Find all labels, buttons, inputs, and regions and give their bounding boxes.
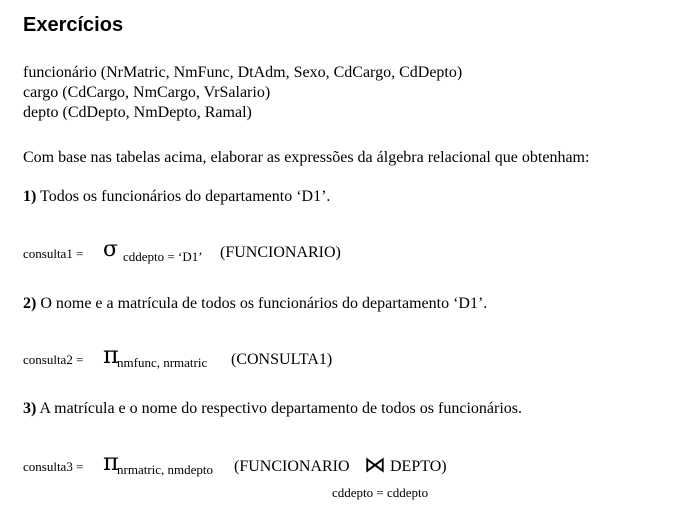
question-3 [23, 399, 522, 419]
sigma-icon: σ [103, 237, 119, 262]
instruction-text: Com base nas tabelas acima, elaborar as expressões da álgebra relacional que obtenham: [23, 149, 590, 166]
answer-lhs: consulta1 = [23, 246, 84, 261]
table-depto: depto (CdDepto, NmDepto, Ramal) [23, 104, 252, 121]
page-title: Exercícios [23, 14, 124, 36]
answer-lhs: consulta2 = [23, 352, 84, 367]
answer-argument: (FUNCIONARIO) [220, 244, 341, 261]
question-text: Todos os funcionários do departamento ‘D1’. [40, 188, 331, 205]
answer-subscript: nrmatric, nmdepto [117, 462, 214, 477]
question-text: O nome e a matrícula de todos os funcionários do departamento ‘D1’. [40, 295, 488, 312]
join-icon: ⋈ [364, 453, 386, 478]
answer-argument-left: (FUNCIONARIO [234, 458, 350, 475]
question-number: 3) [23, 400, 37, 417]
table-cargo: cargo (CdCargo, NmCargo, VrSalario) [23, 84, 271, 101]
question-2 [23, 294, 487, 314]
answer-lhs: consulta3 = [23, 459, 84, 474]
question-1 [23, 187, 330, 207]
answer-subscript: nmfunc, nrmatric [117, 355, 208, 370]
answer-3 [23, 448, 473, 505]
question-number: 1) [23, 188, 37, 205]
question-text: A matrícula e o nome do respectivo departamento de todos os funcionários. [39, 400, 522, 417]
pi-icon: π [103, 448, 119, 476]
answer-subscript: cddepto = ‘D1’ [123, 249, 203, 264]
answer-argument: (CONSULTA1) [231, 351, 333, 368]
table-funcionario: funcionário (NrMatric, NmFunc, DtAdm, Sexo, CdCargo, CdDepto) [23, 64, 463, 81]
question-number: 2) [23, 295, 37, 312]
join-condition: cddepto = cddepto [332, 485, 429, 500]
answer-argument-right: DEPTO) [390, 458, 447, 475]
pi-icon: π [103, 341, 119, 369]
